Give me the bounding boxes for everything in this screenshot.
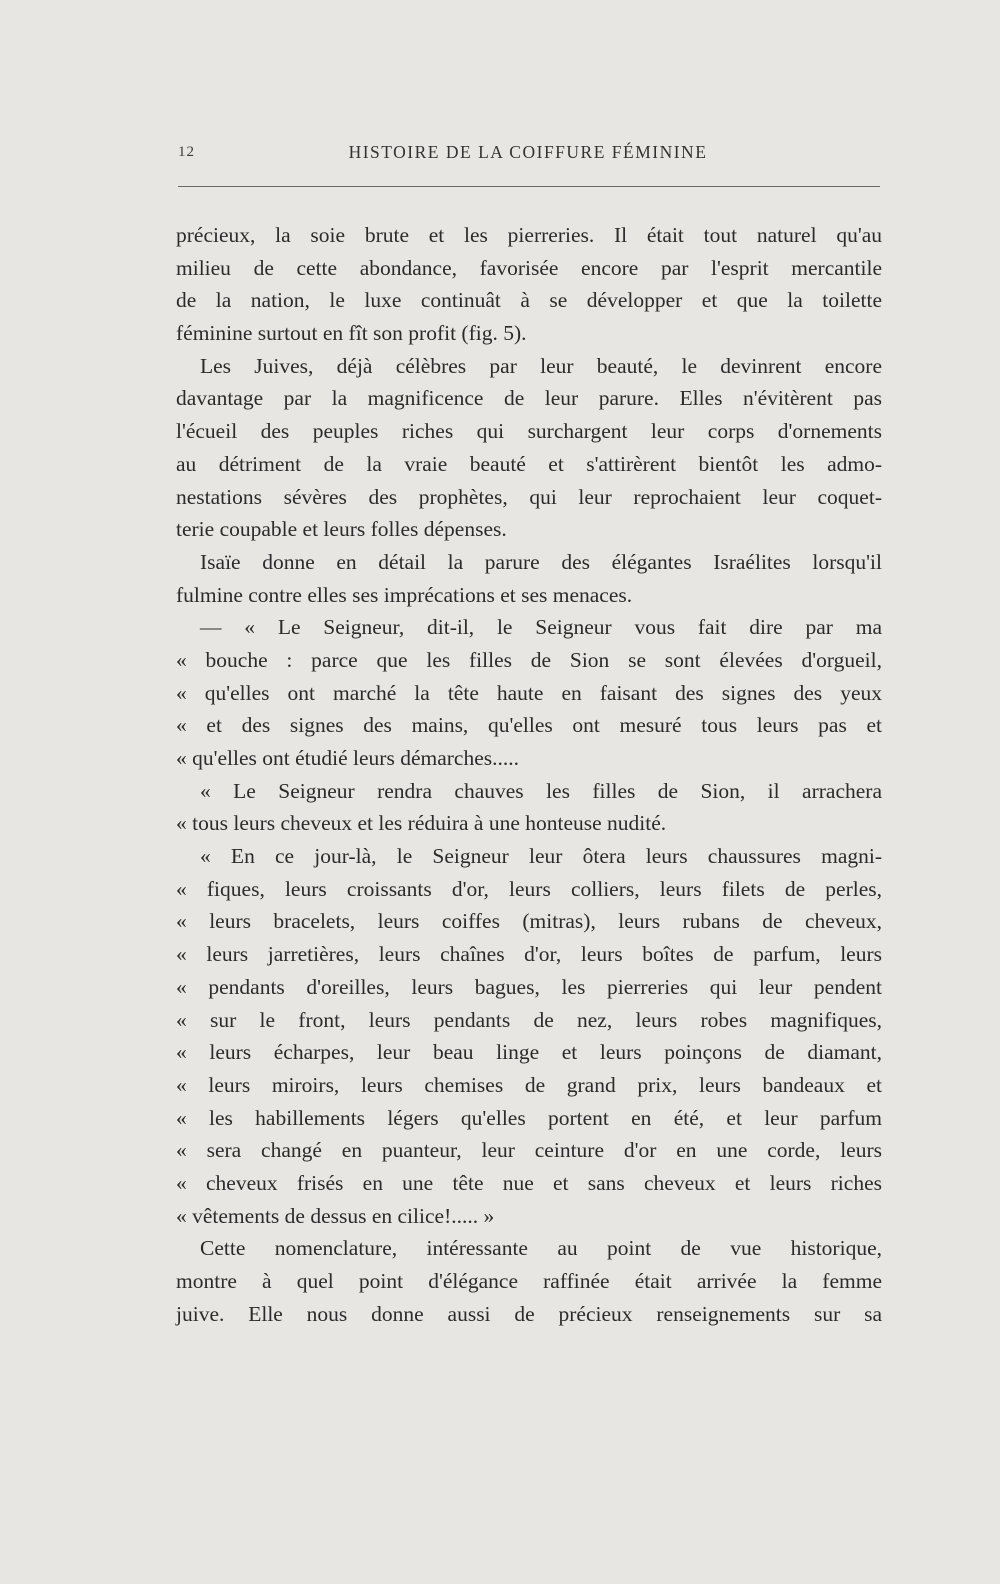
text-line: précieux, la soie brute et les pierreries. Il était tout naturel qu'au	[176, 223, 882, 247]
text-line: féminine surtout en fît son profit (fig. 5).	[176, 321, 527, 346]
text-line: « les habillements légers qu'elles portent en été, et leur parfum	[176, 1105, 882, 1130]
text-line: « cheveux frisés en une tête nue et sans cheveux et leurs riches	[176, 1170, 882, 1195]
text-line: « leurs miroirs, leurs chemises de grand prix, leurs bandeaux et	[176, 1072, 882, 1097]
header-rule	[178, 186, 880, 187]
text-line: de la nation, le luxe continuât à se développer et que la toilette	[176, 288, 882, 313]
text-line: « bouche : parce que les filles de Sion se sont élevées d'orgueil,	[176, 647, 882, 672]
text-line: Isaïe donne en détail la parure des élégantes Israélites lorsqu'il	[200, 549, 882, 574]
text-line: juive. Elle nous donne aussi de précieux renseignements sur sa	[176, 1301, 882, 1326]
page-header	[178, 140, 878, 170]
text-line: « leurs bracelets, leurs coiffes (mitras), leurs rubans de cheveux,	[176, 909, 882, 934]
text-line: au détriment de la vraie beauté et s'attirèrent bientôt les admo-	[176, 451, 882, 476]
text-line: « En ce jour-là, le Seigneur leur ôtera leurs chaussures magni-	[200, 844, 882, 869]
text-line: davantage par la magnificence de leur parure. Elles n'évitèrent pas	[176, 386, 882, 411]
text-line: « qu'elles ont marché la tête haute en faisant des signes des yeux	[176, 680, 882, 705]
text-line: « leurs jarretières, leurs chaînes d'or, leurs boîtes de parfum, leurs	[176, 942, 882, 967]
text-line: « sera changé en puanteur, leur ceinture d'or en une corde, leurs	[176, 1138, 882, 1163]
text-line: — « Le Seigneur, dit-il, le Seigneur vous fait dire par ma	[200, 615, 882, 640]
running-title: HISTOIRE DE LA COIFFURE FÉMININE	[348, 142, 708, 162]
text-line: Cette nomenclature, intéressante au point de vue historique,	[200, 1236, 882, 1261]
text-line: milieu de cette abondance, favorisée encore par l'esprit mercantile	[176, 255, 882, 280]
text-line: « sur le front, leurs pendants de nez, leurs robes magnifiques,	[176, 1007, 882, 1032]
text-line: terie coupable et leurs folles dépenses.	[176, 517, 507, 542]
text-line: « vêtements de dessus en cilice!..... »	[176, 1203, 495, 1228]
text-line: « Le Seigneur rendra chauves les filles de Sion, il arrachera	[200, 778, 882, 803]
text-line: « tous leurs cheveux et les réduira à une honteuse nudité.	[176, 811, 667, 836]
text-line: fulmine contre elles ses imprécations et ses menaces.	[176, 582, 633, 607]
text-line: « pendants d'oreilles, leurs bagues, les pierreries qui leur pendent	[176, 974, 882, 999]
text-line: « qu'elles ont étudié leurs démarches.....	[176, 746, 519, 770]
text-line: l'écueil des peuples riches qui surchargent leur corps d'ornements	[176, 419, 882, 444]
text-line: montre à quel point d'élégance raffinée était arrivée la femme	[176, 1269, 882, 1293]
text-line: Les Juives, déjà célèbres par leur beauté, le devinrent encore	[200, 353, 882, 378]
text-line: « leurs écharpes, leur beau linge et leurs poinçons de diamant,	[176, 1040, 882, 1065]
text-line: « fiques, leurs croissants d'or, leurs colliers, leurs filets de perles,	[176, 876, 882, 901]
text-line: nestations sévères des prophètes, qui leur reprochaient leur coquet-	[176, 484, 882, 509]
body-text	[176, 219, 882, 1330]
page-number: 12	[178, 144, 195, 160]
text-line: « et des signes des mains, qu'elles ont mesuré tous leurs pas et	[176, 713, 882, 738]
